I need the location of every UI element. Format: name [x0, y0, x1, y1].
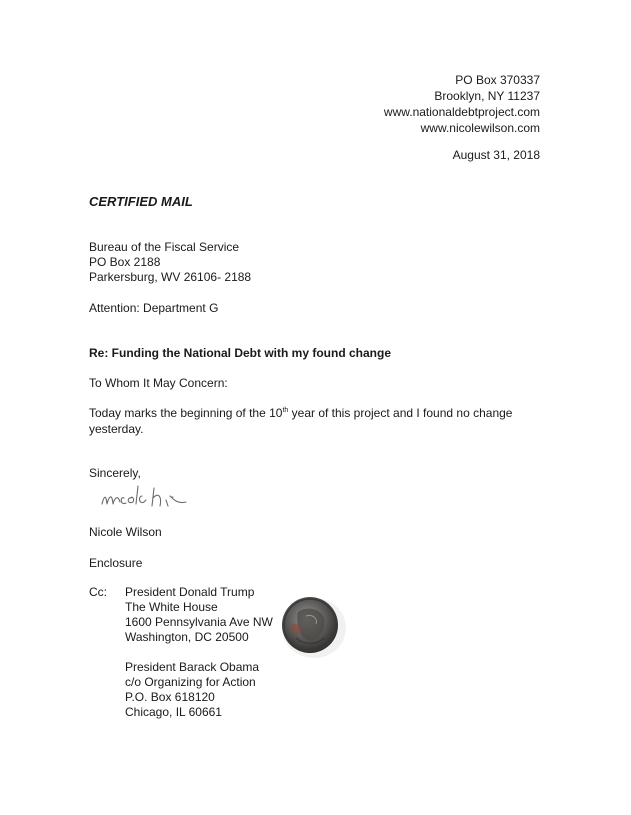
recipient-line-3: Parkersburg, WV 26106- 2188 [89, 270, 252, 284]
letter-date: August 31, 2018 [452, 148, 540, 162]
handwritten-signature [100, 478, 240, 516]
attention-line: Attention: Department G [89, 301, 219, 315]
cc2-line-1: President Barack Obama [125, 660, 260, 674]
cc2-line-2: c/o Organizing for Action [125, 675, 256, 689]
cc2-line-4: Chicago, IL 60661 [125, 705, 222, 719]
recipient-line-1: Bureau of the Fiscal Service [89, 240, 240, 254]
certified-mail-heading: CERTIFIED MAIL [89, 194, 193, 209]
cc2-line-3: P.O. Box 618120 [125, 690, 215, 704]
subject-line: Re: Funding the National Debt with my found change [89, 346, 391, 360]
cc1-line-1: President Donald Trump [125, 585, 255, 599]
cc-label: Cc: [89, 585, 107, 599]
found-coin-image [276, 592, 346, 660]
sender-city: Brooklyn, NY 11237 [434, 89, 540, 103]
cc1-line-3: 1600 Pennsylvania Ave NW [125, 615, 273, 629]
recipient-line-2: PO Box 2188 [89, 255, 161, 269]
sender-website-2: www.nicolewilson.com [420, 121, 540, 135]
cc-recipient-2 [125, 660, 259, 720]
cc1-line-4: Washington, DC 20500 [125, 630, 249, 644]
body-text-part-2: year of this project and I found no change yesterday. [89, 406, 513, 436]
sender-po-box: PO Box 370337 [455, 73, 540, 87]
signer-name: Nicole Wilson [89, 525, 162, 539]
enclosure-note: Enclosure [89, 556, 143, 570]
sender-website-1: www.nationaldebtproject.com [383, 105, 540, 119]
body-superscript: th [282, 407, 289, 414]
recipient-address [89, 240, 251, 285]
body-paragraph [89, 405, 549, 437]
sender-address [384, 72, 540, 136]
salutation: To Whom It May Concern: [89, 376, 228, 390]
body-text-part-1: Today marks the beginning of the 10 [89, 406, 283, 420]
cc1-line-2: The White House [125, 600, 218, 614]
closing: Sincerely, [89, 466, 141, 480]
cc-recipient-1 [125, 585, 273, 645]
